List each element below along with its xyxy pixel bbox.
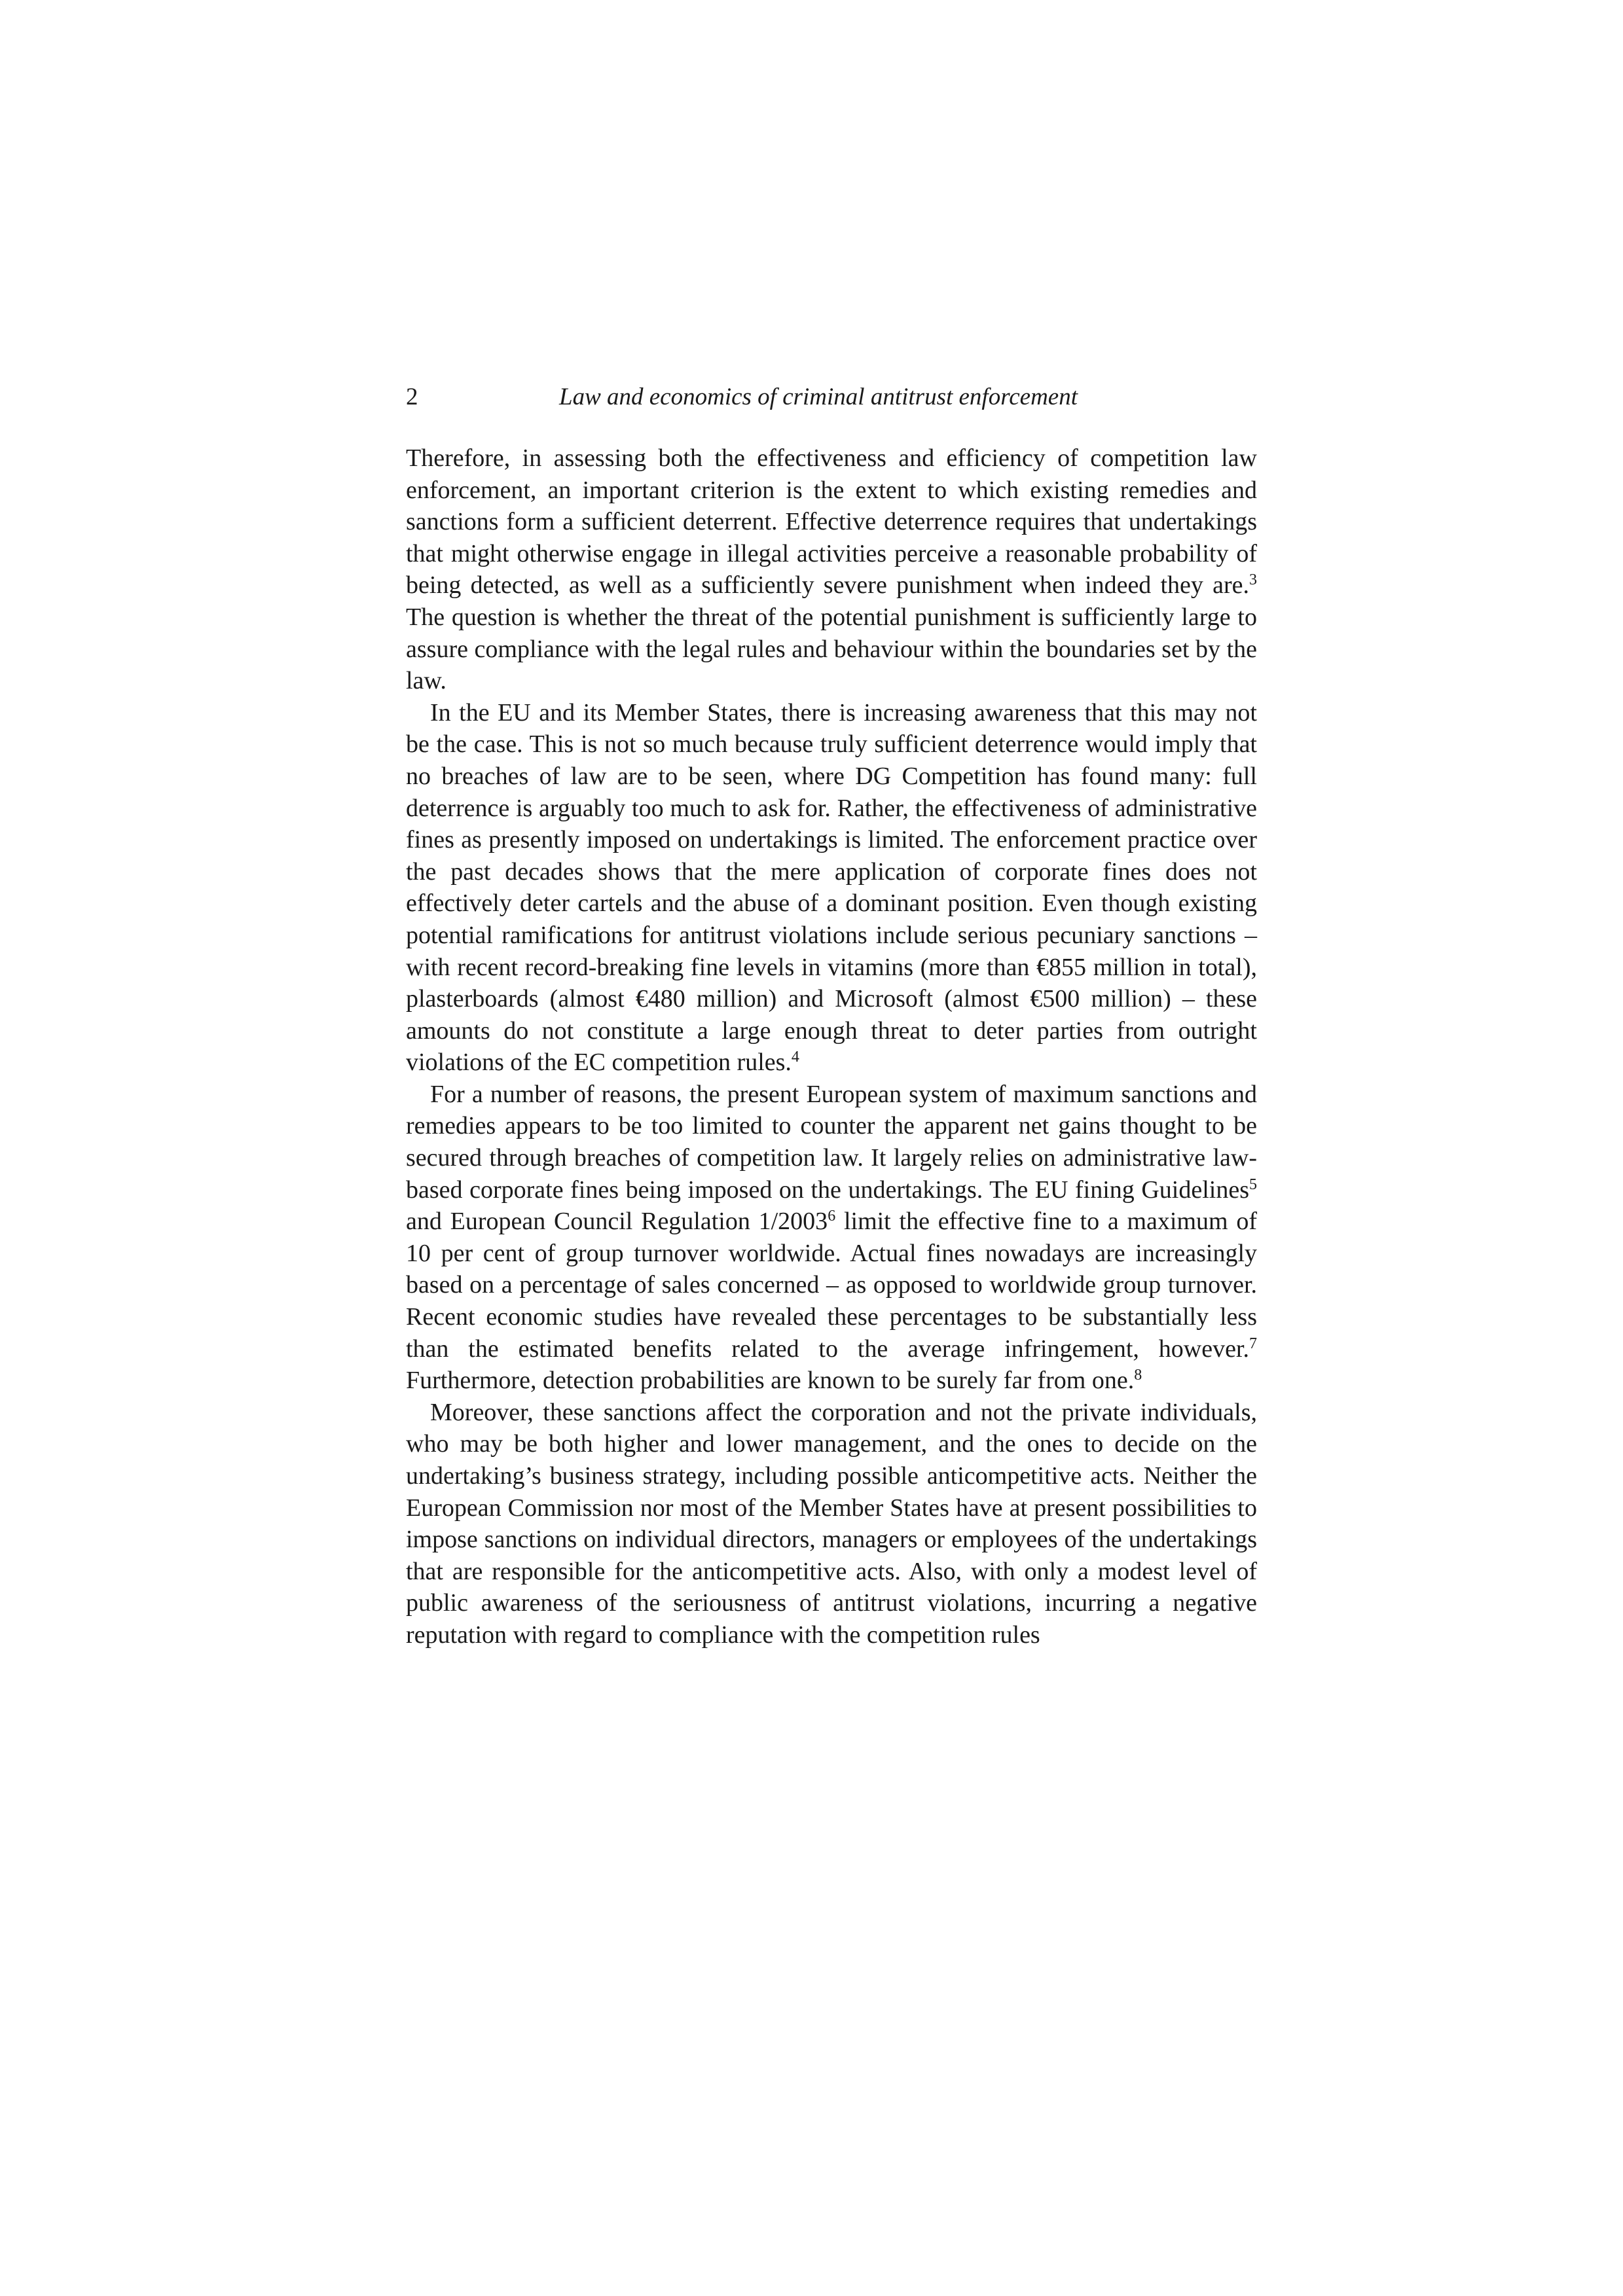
paragraph-text: For a number of reasons, the present European system of maximum sanctions and remedies appears to be too limited to counter the apparent net gains thought to be secured through breaches of competition law. It largely relies on administrative law-based corporate fines being imposed on the undertakings. The EU fining Guidelines	[406, 1080, 1257, 1204]
paragraph-text: Furthermore, detection probabilities are known to be surely far from one.	[406, 1367, 1135, 1395]
paragraph-4	[406, 1397, 1257, 1651]
footnote-ref-4: 4	[791, 1049, 799, 1066]
paragraph-2	[406, 697, 1257, 1079]
footnote-ref-8: 8	[1134, 1367, 1142, 1384]
running-title: Law and economics of criminal antitrust enforcement	[559, 384, 1078, 410]
paragraph-text: and European Council Regulation 1/2003	[406, 1208, 828, 1236]
paragraph-1	[406, 442, 1257, 697]
page-number: 2	[406, 384, 418, 410]
footnote-ref-6: 6	[828, 1208, 836, 1225]
body-text	[406, 442, 1257, 1651]
footnote-ref-7: 7	[1249, 1335, 1257, 1352]
paragraph-text: In the EU and its Member States, there is increasing awareness that this may not be the case. This is not so much because truly sufficient deterrence would imply that no breaches of law are to be seen, where DG Competition has found many: full deterrence is arguably too much to ask for. Rather, the effectiveness of administrative fines as presently imposed on undertakings is limited. The enforcement practice over the past decades shows that the mere application of corporate fines does not effectively deter cartels and the abuse of a dominant position. Even though existing potential ramifications for antitrust violations include serious pecuniary sanctions – with recent record-breaking fine levels in vitamins (more than €855 million in total), plasterboards (almost €480 million) and Microsoft (almost €500 million) – these amounts do not constitute a large enough threat to deter parties from outright violations of the EC competition rules.	[406, 698, 1257, 1077]
running-header	[406, 383, 1257, 416]
paragraph-text: The question is whether the threat of the potential punishment is sufficiently large to assure compliance with the legal rules and behaviour within the boundaries set by the law.	[406, 603, 1257, 695]
paragraph-text: Moreover, these sanctions affect the corporation and not the private individuals, who may be both higher and lower management, and the ones to decide on the undertaking’s business strategy, including possible anticompetitive acts. Neither the European Commission nor most of the Member States have at present possibilities to impose sanctions on individual directors, managers or employees of the undertakings that are responsible for the anticompetitive acts. Also, with only a modest level of public awareness of the seriousness of antitrust violations, incurring a negative reputation with regard to compliance with the competition rules	[406, 1398, 1257, 1649]
paragraph-text: Therefore, in assessing both the effectiveness and efficiency of competition law enforcement, an important criterion is the extent to which existing remedies and sanctions form a sufficient deterrent. Effective deterrence requires that undertakings that might otherwise engage in illegal activities perceive a reasonable probability of being detected, as well as a sufficiently severe punishment when indeed they are.	[406, 444, 1257, 600]
footnote-ref-5: 5	[1249, 1175, 1257, 1193]
paragraph-3	[406, 1079, 1257, 1397]
paragraph-text: limit the effective fine to a maximum of 10 per cent of group turnover worldwide. Actual fines nowadays are increasingly based on a percentage of sales concerned – as opposed to worldwide group turnover. Recent economic studies have revealed these percentages to be substantially less than the estimated benefits related to the average infringement, however.	[406, 1208, 1258, 1363]
footnote-ref-3: 3	[1249, 571, 1257, 589]
